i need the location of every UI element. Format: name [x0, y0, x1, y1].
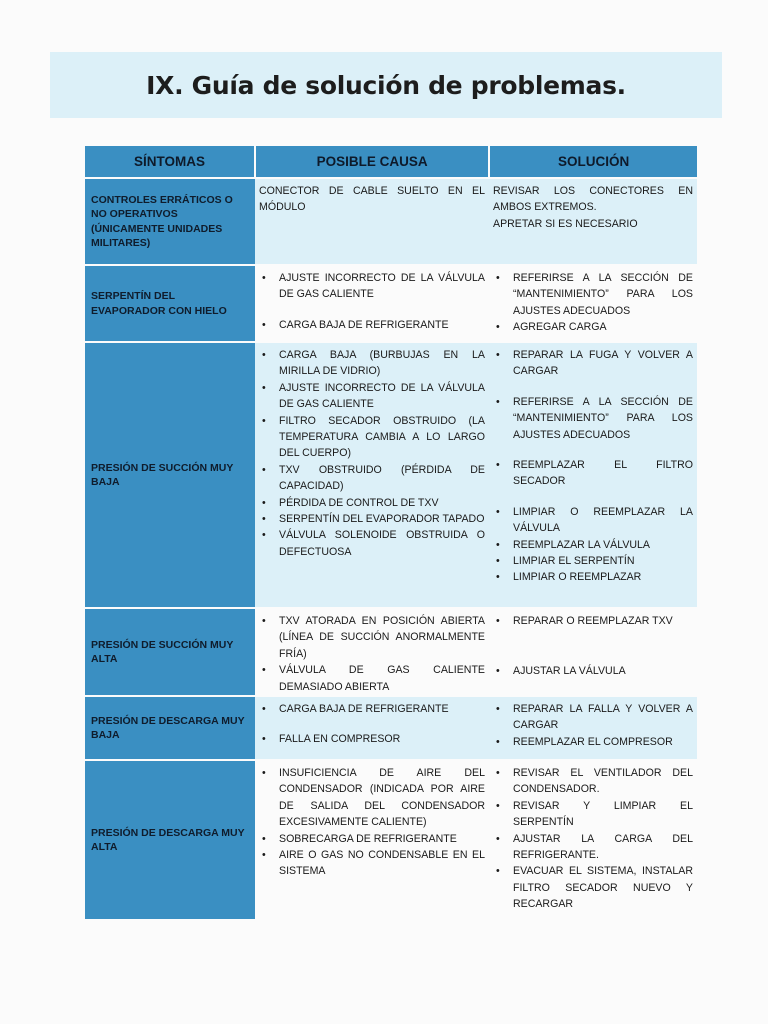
cause-cell [255, 761, 489, 919]
table-row [85, 341, 697, 607]
solution-cell [489, 697, 697, 759]
list-item: • REPARAR LA FALLA Y VOLVER A CARGAR [493, 701, 693, 734]
list-item: • CARGA BAJA DE REFRIGERANTE [259, 701, 485, 717]
title-band [50, 52, 722, 118]
cause-cell [255, 609, 489, 695]
list-item: • LIMPIAR O REEMPLAZAR LA VÁLVULA [493, 504, 693, 537]
list-item: • SERPENTÍN DEL EVAPORADOR TAPADO [259, 511, 485, 527]
list-item: • FILTRO SECADOR OBSTRUIDO (LA TEMPERATURA CAMBIA A LO LARGO DEL CUERPO) [259, 413, 485, 462]
solution-text: APRETAR SI ES NECESARIO [493, 217, 638, 230]
list-item: • CARGA BAJA (BURBUJAS EN LA MIRILLA DE VIDRIO) [259, 347, 485, 380]
list-item: • REPARAR LA FUGA Y VOLVER A CARGAR [493, 347, 693, 380]
list-item: • AIRE O GAS NO CONDENSABLE EN EL SISTEMA [259, 847, 485, 880]
list-item: • AJUSTE INCORRECTO DE LA VÁLVULA DE GAS CALIENTE [259, 380, 485, 413]
header-sintomas: SÍNTOMAS [85, 146, 256, 177]
table-row [85, 695, 697, 759]
list-item: • EVACUAR EL SISTEMA, INSTALAR FILTRO SECADOR NUEVO Y RECARGAR [493, 863, 693, 912]
cause-cell [255, 343, 489, 607]
list-item: • TXV ATORADA EN POSICIÓN ABIERTA (LÍNEA DE SUCCIÓN ANORMALMENTE FRÍA) [259, 613, 485, 662]
list-item: • REVISAR Y LIMPIAR EL SERPENTÍN [493, 798, 693, 831]
table-header [85, 146, 697, 177]
list-item: • FALLA EN COMPRESOR [259, 731, 485, 747]
list-item: • REVISAR EL VENTILADOR DEL CONDENSADOR. [493, 765, 693, 798]
symptom-cell: PRESIÓN DE SUCCIÓN MUY BAJA [85, 343, 255, 607]
header-causa: POSIBLE CAUSA [256, 146, 490, 177]
symptom-cell: PRESIÓN DE SUCCIÓN MUY ALTA [85, 609, 255, 695]
list-item: • LIMPIAR EL SERPENTÍN [493, 553, 693, 569]
solution-cell [489, 343, 697, 607]
page-title: IX. Guía de solución de problemas. [146, 70, 626, 100]
list-item: • INSUFICIENCIA DE AIRE DEL CONDENSADOR (INDICADA POR AIRE DE SALIDA DEL CONDENSADOR EXCESIVAMENTE CALIENTE) [259, 765, 485, 831]
list-item: • SOBRECARGA DE REFRIGERANTE [259, 831, 485, 847]
list-item: • CARGA BAJA DE REFRIGERANTE [259, 317, 485, 333]
list-item: • AJUSTE INCORRECTO DE LA VÁLVULA DE GAS CALIENTE [259, 270, 485, 303]
symptom-cell: PRESIÓN DE DESCARGA MUY ALTA [85, 761, 255, 919]
solution-cell [489, 179, 697, 264]
table-row [85, 264, 697, 341]
list-item: • LIMPIAR O REEMPLAZAR [493, 569, 693, 585]
list-item: • REFERIRSE A LA SECCIÓN DE “MANTENIMIENTO” PARA LOS AJUSTES ADECUADOS [493, 270, 693, 319]
solution-cell [489, 609, 697, 695]
symptom-cell: PRESIÓN DE DESCARGA MUY BAJA [85, 697, 255, 759]
solution-cell [489, 266, 697, 341]
list-item: • VÁLVULA DE GAS CALIENTE DEMASIADO ABIERTA [259, 662, 485, 695]
list-item: • REEMPLAZAR LA VÁLVULA [493, 537, 693, 553]
list-item: • REEMPLAZAR EL FILTRO SECADOR [493, 457, 693, 490]
list-item: • REFERIRSE A LA SECCIÓN DE “MANTENIMIENTO” PARA LOS AJUSTES ADECUADOS [493, 394, 693, 443]
cause-cell [255, 697, 489, 759]
symptom-cell: CONTROLES ERRÁTICOS O NO OPERATIVOS (ÚNICAMENTE UNIDADES MILITARES) [85, 179, 255, 264]
cause-cell: CONECTOR DE CABLE SUELTO EN EL MÓDULO [255, 179, 489, 264]
symptom-cell: SERPENTÍN DEL EVAPORADOR CON HIELO [85, 266, 255, 341]
table-row [85, 759, 697, 919]
cause-cell [255, 266, 489, 341]
table-row [85, 607, 697, 695]
list-item: • AGREGAR CARGA [493, 319, 693, 335]
list-item: • AJUSTAR LA VÁLVULA [493, 663, 693, 679]
solution-text: REVISAR LOS CONECTORES EN AMBOS EXTREMOS. [493, 185, 693, 214]
list-item: • AJUSTAR LA CARGA DEL REFRIGERANTE. [493, 831, 693, 864]
troubleshooting-table [85, 146, 697, 919]
list-item: • TXV OBSTRUIDO (PÉRDIDA DE CAPACIDAD) [259, 462, 485, 495]
solution-cell [489, 761, 697, 919]
list-item: • PÉRDIDA DE CONTROL DE TXV [259, 495, 485, 511]
list-item: • REPARAR O REEMPLAZAR TXV [493, 613, 693, 629]
table-row [85, 177, 697, 264]
list-item: • VÁLVULA SOLENOIDE OBSTRUIDA O DEFECTUOSA [259, 527, 485, 560]
list-item: • REEMPLAZAR EL COMPRESOR [493, 734, 693, 750]
header-solucion: SOLUCIÓN [490, 146, 697, 177]
